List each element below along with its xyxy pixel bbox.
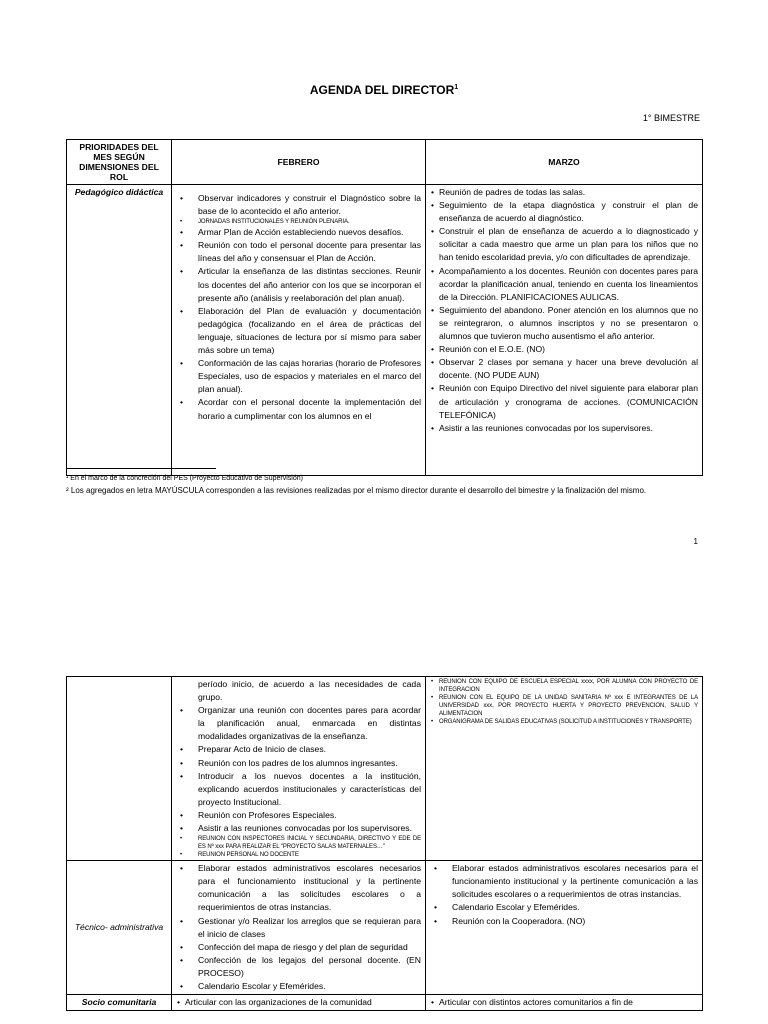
footnote-divider bbox=[66, 468, 216, 469]
footnote-1: ¹ En el marco de la concreción del PES (Proyecto Educativo de Supervisión) bbox=[66, 475, 303, 482]
list-item: • Reunión con la Cooperadora. (NO) bbox=[430, 915, 698, 928]
list-item: • ORGANIGRAMA DE SALIDAS EDUCATIVAS (SOLICITUD A INSTITUCIONES Y TRANSPORTE) bbox=[430, 718, 698, 726]
list-item: • Confección del mapa de riesgo y del plan de seguridad bbox=[176, 941, 421, 954]
row-label-tecnico: Técnico- administrativa bbox=[67, 861, 172, 995]
list-item: • Gestionar y/o Realizar los arreglos que se requieran para el inicio de clases bbox=[176, 915, 421, 941]
cell-marzo-pedagogico-cont bbox=[426, 677, 703, 861]
header-marzo: MARZO bbox=[426, 140, 703, 185]
header-prioridades: PRIORIDADES DEL MES SEGÚN DIMENSIONES DEL ROL bbox=[67, 140, 172, 185]
list-item: • REUNION PERSONAL NO DOCENTE bbox=[176, 851, 421, 859]
list-item: • Calendario Escolar y Efemérides. bbox=[430, 901, 698, 914]
list-item: • REUNION CON EQUIPO DE ESCUELA ESPECIAL xxxx, POR ALUMNA CON PROYECTO DE INTEGRACION bbox=[430, 678, 698, 694]
list-item: • Preparar Acto de Inicio de clases. bbox=[176, 743, 421, 756]
title-footnote-mark: 1 bbox=[454, 84, 459, 91]
list-item: • Observar 2 clases por semana y hacer una breve devolución al docente. (NO PUDE AUN) bbox=[430, 356, 698, 382]
list-item: • Acordar con el personal docente la implementación del horario a cumplimentar con los alumnos en el bbox=[176, 396, 421, 422]
header-febrero: FEBRERO bbox=[172, 140, 426, 185]
list-item: • Calendario Escolar y Efemérides. bbox=[176, 980, 421, 993]
page-number: 1 bbox=[693, 537, 698, 546]
table-row-pedagogico-cont bbox=[67, 677, 703, 861]
list-item: • Reunión con Profesores Especiales. bbox=[176, 809, 421, 822]
list-item: • Confección de los legajos del personal docente. (EN PROCESO) bbox=[176, 954, 421, 980]
list-item: • Armar Plan de Acción estableciendo nuevos desafíos. bbox=[176, 226, 421, 239]
row-label-pedagogico: Pedagógico didáctica bbox=[67, 185, 172, 476]
list-item: • Observar indicadores y construir el Diagnóstico sobre la base de lo acontecido el año anterior. bbox=[176, 192, 421, 218]
list-item: • Reunión con el E.O.E. (NO) bbox=[430, 343, 698, 356]
footnote-2: ² Los agregados en letra MAYÚSCULA corresponden a las revisiones realizadas por el mismo director durante el desarrollo del bimestre y la finalización del mismo. bbox=[66, 486, 647, 495]
list-item: • Asistir a las reuniones convocadas por los supervisores. bbox=[430, 422, 698, 435]
cell-marzo-pedagogico bbox=[426, 185, 703, 476]
cell-febrero-tecnico bbox=[172, 861, 426, 995]
list-item: • Conformación de las cajas horarias (horario de Profesores Especiales, uso de espacios y materiales en el marco del plan anual). bbox=[176, 357, 421, 396]
bimestre-label: 1° BIMESTRE bbox=[642, 113, 700, 123]
table-row-tecnico bbox=[67, 861, 703, 995]
row-label-socio: Socio comunitaria bbox=[67, 995, 172, 1011]
list-item: • Introducir a los nuevos docentes a la institución, explicando acuerdos institucionales y características del proyecto Institucional. bbox=[176, 770, 421, 809]
list-item: • Reunión de padres de todas las salas. bbox=[430, 186, 698, 199]
agenda-table-page1 bbox=[66, 139, 703, 476]
list-item: • Reunión con los padres de los alumnos ingresantes. bbox=[176, 757, 421, 770]
table-header-row bbox=[67, 140, 703, 185]
cell-febrero-pedagogico bbox=[172, 185, 426, 476]
cell-marzo-socio bbox=[426, 995, 703, 1011]
cell-marzo-tecnico bbox=[426, 861, 703, 995]
list-item: • Seguimiento de la etapa diagnóstica y construir el plan de enseñanza de acuerdo al diagnóstico. bbox=[430, 199, 698, 225]
table-row-pedagogico bbox=[67, 185, 703, 476]
list-item: • Reunión con todo el personal docente para presentar las líneas del año y consensuar el Plan de Acción. bbox=[176, 239, 421, 265]
list-item: • Organizar una reunión con docentes pares para acordar la planificación anual, enmarcada en distintas modalidades organizativas de la enseñanza. bbox=[176, 704, 421, 743]
list-item: • Acompañamiento a los docentes. Reunión con docentes pares para acordar la planificación anual, teniendo en cuenta los lineamientos de la Dirección. PLANIFICACIONES AULICAS. bbox=[430, 265, 698, 304]
list-item: • Asistir a las reuniones convocadas por los supervisores. bbox=[176, 822, 421, 835]
list-item: • Elaboración del Plan de evaluación y documentación pedagógica (focalizando en el área de prácticas del lenguaje, situaciones de lectura por sí mismo para saber más sobre un tema) bbox=[176, 305, 421, 357]
title-text: AGENDA DEL DIRECTOR bbox=[309, 83, 455, 97]
list-item: • REUNION CON EL EQUIPO DE LA UNIDAD SANITARIA Nº xxx E INTEGRANTES DE LA UNIVERSIDAD xxx, POR PROYECTO HUERTA Y PROYECTO PREVENCION, SALUD Y ALIMENTACION bbox=[430, 694, 698, 718]
list-item: • Reunión con Equipo Directivo del nivel siguiente para elaborar plan de articulación y cronograma de acciones. (COMUNICACIÓN TELEFÓNICA) bbox=[430, 382, 698, 421]
cell-febrero-pedagogico-cont bbox=[172, 677, 426, 861]
row-label-empty bbox=[67, 677, 172, 861]
list-item: • JORNADAS INSTITUCIONALES Y REUNIÓN PLENARIA. bbox=[176, 218, 421, 226]
list-item: • Articular con distintos actores comunitarios a fin de bbox=[430, 996, 698, 1009]
list-item: • Elaborar estados administrativos escolares necesarios para el funcionamiento institucional y la pertinente comunicación a las solicitudes escolares o a requerimientos de otras instancias. bbox=[430, 862, 698, 901]
list-item: • Articular la enseñanza de las distintas secciones. Reunir los docentes del año anterior con los que se incorporan el presente año (análisis y reelaboración del plan anual). bbox=[176, 265, 421, 304]
list-item: • Elaborar estados administrativos escolares necesarios para el funcionamiento institucional y la pertinente comunicación a las solicitudes escolares o a requerimientos de otras instancias. bbox=[176, 862, 421, 914]
cell-febrero-socio bbox=[172, 995, 426, 1011]
table-row-socio bbox=[67, 995, 703, 1011]
page-title bbox=[0, 83, 768, 97]
list-item: • REUNION CON INSPECTORES INICIAL Y SECUNDARIA, DIRECTIVO Y EDE DE ES Nº xxx PARA REALIZAR EL "PROYECTO SALAS MATERNALES…" bbox=[176, 835, 421, 851]
footnotes bbox=[66, 473, 702, 497]
list-item: • Construir el plan de enseñanza de acuerdo a lo diagnosticado y solicitar a cada maestro que arme un plan para los niños que no han tenido escolaridad previa, y/o con dificultades de aprendizaje. bbox=[430, 225, 698, 264]
list-item: • Seguimiento del abandono. Poner atención en los alumnos que no se reintegraron, o alumnos inscriptos y no se presentaron o alumnos que tuvieron mucho ausentismo el año anterior. bbox=[430, 304, 698, 343]
continued-text: período inicio, de acuerdo a las necesidades de cada grupo. bbox=[198, 679, 421, 703]
agenda-table-page2 bbox=[66, 676, 703, 1011]
list-item: • Articular con las organizaciones de la comunidad bbox=[176, 996, 421, 1009]
